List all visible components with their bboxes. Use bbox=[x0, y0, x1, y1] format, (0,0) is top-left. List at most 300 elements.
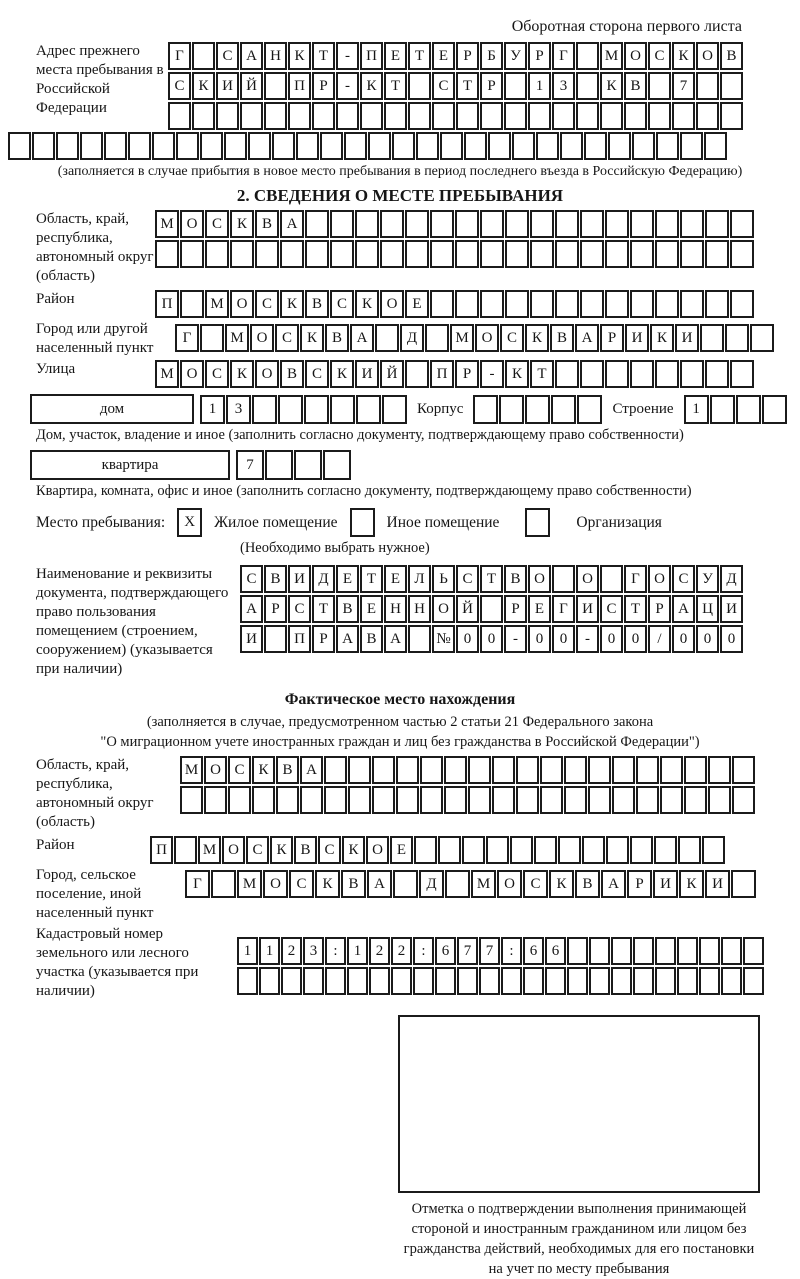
char-cell[interactable] bbox=[655, 360, 679, 388]
char-cell[interactable]: О bbox=[250, 324, 274, 352]
region-row-1[interactable] bbox=[155, 210, 754, 238]
char-cell[interactable] bbox=[348, 756, 371, 784]
char-cell[interactable] bbox=[382, 395, 407, 424]
document-row-3[interactable] bbox=[240, 625, 743, 653]
char-cell[interactable] bbox=[425, 324, 449, 352]
char-cell[interactable] bbox=[344, 132, 367, 160]
char-cell[interactable]: Д bbox=[720, 565, 743, 593]
char-cell[interactable]: Й bbox=[380, 360, 404, 388]
apartment-field-box[interactable]: квартира bbox=[30, 450, 230, 480]
document-row-1[interactable] bbox=[240, 565, 743, 593]
char-cell[interactable] bbox=[473, 395, 498, 424]
char-cell[interactable] bbox=[505, 290, 529, 318]
char-cell[interactable] bbox=[480, 210, 504, 238]
char-cell[interactable]: В bbox=[255, 210, 279, 238]
char-cell[interactable] bbox=[736, 395, 761, 424]
char-cell[interactable] bbox=[480, 102, 503, 130]
char-cell[interactable] bbox=[605, 290, 629, 318]
char-cell[interactable]: К bbox=[600, 72, 623, 100]
char-cell[interactable]: : bbox=[413, 937, 434, 965]
char-cell[interactable] bbox=[265, 450, 293, 480]
char-cell[interactable] bbox=[430, 210, 454, 238]
char-cell[interactable]: О bbox=[624, 42, 647, 70]
char-cell[interactable] bbox=[312, 102, 335, 130]
char-cell[interactable] bbox=[408, 72, 431, 100]
char-cell[interactable]: О bbox=[576, 565, 599, 593]
char-cell[interactable]: 7 bbox=[457, 937, 478, 965]
char-cell[interactable] bbox=[455, 210, 479, 238]
char-cell[interactable]: А bbox=[240, 595, 263, 623]
char-cell[interactable] bbox=[420, 756, 443, 784]
char-cell[interactable] bbox=[530, 240, 554, 268]
char-cell[interactable]: Н bbox=[408, 595, 431, 623]
char-cell[interactable]: - bbox=[576, 625, 599, 653]
char-cell[interactable]: С bbox=[240, 565, 263, 593]
char-cell[interactable] bbox=[762, 395, 787, 424]
char-cell[interactable] bbox=[281, 967, 302, 995]
char-cell[interactable] bbox=[8, 132, 31, 160]
char-cell[interactable] bbox=[560, 132, 583, 160]
char-cell[interactable] bbox=[730, 290, 754, 318]
char-cell[interactable]: М bbox=[155, 210, 179, 238]
char-cell[interactable] bbox=[505, 240, 529, 268]
char-cell[interactable]: 3 bbox=[552, 72, 575, 100]
char-cell[interactable] bbox=[408, 625, 431, 653]
char-cell[interactable] bbox=[720, 72, 743, 100]
char-cell[interactable] bbox=[414, 836, 437, 864]
char-cell[interactable]: П bbox=[155, 290, 179, 318]
char-cell[interactable]: Р bbox=[264, 595, 287, 623]
char-cell[interactable] bbox=[558, 836, 581, 864]
char-cell[interactable] bbox=[630, 360, 654, 388]
char-cell[interactable]: Е bbox=[384, 42, 407, 70]
char-cell[interactable]: - bbox=[336, 72, 359, 100]
char-cell[interactable] bbox=[567, 937, 588, 965]
char-cell[interactable] bbox=[300, 786, 323, 814]
stay-type-checkbox-residential[interactable]: X bbox=[177, 508, 202, 537]
char-cell[interactable] bbox=[584, 132, 607, 160]
char-cell[interactable] bbox=[168, 102, 191, 130]
char-cell[interactable] bbox=[696, 72, 719, 100]
char-cell[interactable]: Г bbox=[185, 870, 210, 898]
char-cell[interactable] bbox=[323, 450, 351, 480]
char-cell[interactable] bbox=[743, 967, 764, 995]
char-cell[interactable] bbox=[445, 870, 470, 898]
char-cell[interactable]: В bbox=[276, 756, 299, 784]
char-cell[interactable]: В bbox=[624, 72, 647, 100]
char-cell[interactable]: К bbox=[252, 756, 275, 784]
char-cell[interactable]: 7 bbox=[479, 937, 500, 965]
char-cell[interactable] bbox=[624, 102, 647, 130]
char-cell[interactable] bbox=[530, 210, 554, 238]
char-cell[interactable] bbox=[730, 210, 754, 238]
char-cell[interactable] bbox=[699, 967, 720, 995]
char-cell[interactable] bbox=[588, 756, 611, 784]
char-cell[interactable] bbox=[325, 967, 346, 995]
char-cell[interactable] bbox=[324, 756, 347, 784]
char-cell[interactable]: 2 bbox=[369, 937, 390, 965]
char-cell[interactable] bbox=[435, 967, 456, 995]
char-cell[interactable]: И bbox=[720, 595, 743, 623]
char-cell[interactable] bbox=[505, 210, 529, 238]
char-cell[interactable] bbox=[525, 395, 550, 424]
char-cell[interactable] bbox=[636, 786, 659, 814]
char-cell[interactable]: В bbox=[264, 565, 287, 593]
char-cell[interactable] bbox=[248, 132, 271, 160]
char-cell[interactable] bbox=[725, 324, 749, 352]
char-cell[interactable]: / bbox=[648, 625, 671, 653]
char-cell[interactable] bbox=[200, 324, 224, 352]
char-cell[interactable] bbox=[320, 132, 343, 160]
char-cell[interactable] bbox=[104, 132, 127, 160]
char-cell[interactable] bbox=[555, 240, 579, 268]
char-cell[interactable] bbox=[660, 786, 683, 814]
char-cell[interactable] bbox=[577, 395, 602, 424]
previous-address-row-3[interactable] bbox=[168, 102, 743, 130]
char-cell[interactable]: Е bbox=[360, 595, 383, 623]
char-cell[interactable]: С bbox=[205, 360, 229, 388]
char-cell[interactable] bbox=[612, 786, 635, 814]
char-cell[interactable]: Е bbox=[528, 595, 551, 623]
char-cell[interactable] bbox=[580, 210, 604, 238]
char-cell[interactable]: Р bbox=[627, 870, 652, 898]
char-cell[interactable]: В bbox=[360, 625, 383, 653]
char-cell[interactable] bbox=[408, 102, 431, 130]
char-cell[interactable]: Т bbox=[624, 595, 647, 623]
char-cell[interactable]: Л bbox=[408, 565, 431, 593]
char-cell[interactable] bbox=[721, 967, 742, 995]
char-cell[interactable]: С bbox=[672, 565, 695, 593]
char-cell[interactable]: 1 bbox=[237, 937, 258, 965]
char-cell[interactable]: Т bbox=[312, 42, 335, 70]
street-row[interactable] bbox=[155, 360, 754, 388]
char-cell[interactable] bbox=[355, 240, 379, 268]
char-cell[interactable]: К bbox=[342, 836, 365, 864]
char-cell[interactable] bbox=[504, 72, 527, 100]
char-cell[interactable] bbox=[192, 42, 215, 70]
char-cell[interactable]: Р bbox=[600, 324, 624, 352]
char-cell[interactable] bbox=[540, 786, 563, 814]
char-cell[interactable]: Ь bbox=[432, 565, 455, 593]
cadastral-row-2[interactable] bbox=[237, 967, 764, 995]
char-cell[interactable] bbox=[56, 132, 79, 160]
char-cell[interactable]: А bbox=[575, 324, 599, 352]
char-cell[interactable] bbox=[704, 132, 727, 160]
char-cell[interactable]: В bbox=[280, 360, 304, 388]
char-cell[interactable] bbox=[380, 210, 404, 238]
char-cell[interactable]: М bbox=[450, 324, 474, 352]
char-cell[interactable]: И bbox=[355, 360, 379, 388]
char-cell[interactable] bbox=[730, 360, 754, 388]
char-cell[interactable]: Т bbox=[408, 42, 431, 70]
char-cell[interactable]: М bbox=[237, 870, 262, 898]
char-cell[interactable] bbox=[708, 756, 731, 784]
char-cell[interactable] bbox=[396, 786, 419, 814]
char-cell[interactable] bbox=[80, 132, 103, 160]
char-cell[interactable] bbox=[600, 102, 623, 130]
char-cell[interactable] bbox=[324, 786, 347, 814]
char-cell[interactable]: А bbox=[672, 595, 695, 623]
stay-type-checkbox-other[interactable] bbox=[350, 508, 375, 537]
char-cell[interactable] bbox=[264, 102, 287, 130]
char-cell[interactable] bbox=[372, 756, 395, 784]
char-cell[interactable] bbox=[180, 290, 204, 318]
char-cell[interactable] bbox=[455, 290, 479, 318]
char-cell[interactable] bbox=[632, 132, 655, 160]
char-cell[interactable]: К bbox=[672, 42, 695, 70]
char-cell[interactable]: К bbox=[230, 210, 254, 238]
char-cell[interactable]: М bbox=[198, 836, 221, 864]
char-cell[interactable] bbox=[528, 102, 551, 130]
char-cell[interactable] bbox=[492, 756, 515, 784]
char-cell[interactable]: С bbox=[305, 360, 329, 388]
char-cell[interactable] bbox=[564, 786, 587, 814]
char-cell[interactable] bbox=[368, 132, 391, 160]
char-cell[interactable]: О bbox=[497, 870, 522, 898]
char-cell[interactable] bbox=[656, 132, 679, 160]
char-cell[interactable] bbox=[488, 132, 511, 160]
char-cell[interactable] bbox=[580, 240, 604, 268]
char-cell[interactable] bbox=[516, 756, 539, 784]
char-cell[interactable]: 1 bbox=[200, 395, 225, 424]
char-cell[interactable]: С bbox=[275, 324, 299, 352]
apartment-number-cells[interactable] bbox=[236, 450, 351, 480]
char-cell[interactable]: Р bbox=[480, 72, 503, 100]
char-cell[interactable] bbox=[589, 937, 610, 965]
char-cell[interactable]: Й bbox=[456, 595, 479, 623]
char-cell[interactable]: А bbox=[367, 870, 392, 898]
char-cell[interactable] bbox=[180, 240, 204, 268]
char-cell[interactable] bbox=[468, 756, 491, 784]
char-cell[interactable] bbox=[174, 836, 197, 864]
char-cell[interactable]: А bbox=[384, 625, 407, 653]
char-cell[interactable]: К bbox=[280, 290, 304, 318]
char-cell[interactable]: М bbox=[225, 324, 249, 352]
house-number-cells[interactable] bbox=[200, 395, 407, 424]
char-cell[interactable]: А bbox=[280, 210, 304, 238]
char-cell[interactable]: О bbox=[432, 595, 455, 623]
house-field-box[interactable]: дом bbox=[30, 394, 194, 424]
char-cell[interactable] bbox=[278, 395, 303, 424]
char-cell[interactable] bbox=[272, 132, 295, 160]
char-cell[interactable] bbox=[456, 102, 479, 130]
char-cell[interactable]: И bbox=[576, 595, 599, 623]
char-cell[interactable]: И bbox=[653, 870, 678, 898]
char-cell[interactable] bbox=[630, 836, 653, 864]
char-cell[interactable]: К bbox=[230, 360, 254, 388]
char-cell[interactable]: 0 bbox=[720, 625, 743, 653]
char-cell[interactable] bbox=[680, 360, 704, 388]
char-cell[interactable]: К bbox=[330, 360, 354, 388]
char-cell[interactable] bbox=[555, 290, 579, 318]
char-cell[interactable]: Т bbox=[360, 565, 383, 593]
char-cell[interactable]: Д bbox=[400, 324, 424, 352]
char-cell[interactable] bbox=[444, 786, 467, 814]
char-cell[interactable] bbox=[468, 786, 491, 814]
char-cell[interactable] bbox=[501, 967, 522, 995]
char-cell[interactable] bbox=[564, 756, 587, 784]
char-cell[interactable]: Г bbox=[624, 565, 647, 593]
char-cell[interactable]: К bbox=[355, 290, 379, 318]
char-cell[interactable]: Е bbox=[384, 565, 407, 593]
char-cell[interactable] bbox=[305, 210, 329, 238]
previous-address-row-4[interactable] bbox=[8, 132, 800, 160]
stay-type-checkbox-organization[interactable] bbox=[525, 508, 550, 537]
char-cell[interactable] bbox=[492, 786, 515, 814]
char-cell[interactable] bbox=[600, 565, 623, 593]
char-cell[interactable]: К bbox=[650, 324, 674, 352]
char-cell[interactable]: К bbox=[315, 870, 340, 898]
char-cell[interactable]: Р bbox=[312, 72, 335, 100]
char-cell[interactable] bbox=[576, 72, 599, 100]
char-cell[interactable]: К bbox=[679, 870, 704, 898]
char-cell[interactable]: Д bbox=[419, 870, 444, 898]
char-cell[interactable]: 1 bbox=[347, 937, 368, 965]
char-cell[interactable]: Р bbox=[312, 625, 335, 653]
char-cell[interactable] bbox=[369, 967, 390, 995]
actual-city-row[interactable] bbox=[185, 870, 756, 898]
char-cell[interactable] bbox=[700, 324, 724, 352]
char-cell[interactable] bbox=[479, 967, 500, 995]
char-cell[interactable]: С bbox=[330, 290, 354, 318]
char-cell[interactable] bbox=[486, 836, 509, 864]
stroenie-cells[interactable] bbox=[684, 395, 787, 424]
char-cell[interactable] bbox=[416, 132, 439, 160]
char-cell[interactable] bbox=[612, 756, 635, 784]
char-cell[interactable]: С bbox=[205, 210, 229, 238]
char-cell[interactable]: О bbox=[263, 870, 288, 898]
char-cell[interactable] bbox=[288, 102, 311, 130]
char-cell[interactable]: Т bbox=[456, 72, 479, 100]
char-cell[interactable]: В bbox=[575, 870, 600, 898]
char-cell[interactable] bbox=[440, 132, 463, 160]
char-cell[interactable] bbox=[608, 132, 631, 160]
char-cell[interactable]: С bbox=[288, 595, 311, 623]
actual-region-row-1[interactable] bbox=[180, 756, 755, 784]
char-cell[interactable]: Т bbox=[530, 360, 554, 388]
char-cell[interactable] bbox=[680, 210, 704, 238]
previous-address-row-1[interactable] bbox=[168, 42, 743, 70]
char-cell[interactable] bbox=[264, 72, 287, 100]
char-cell[interactable] bbox=[605, 240, 629, 268]
char-cell[interactable] bbox=[630, 210, 654, 238]
char-cell[interactable] bbox=[180, 786, 203, 814]
char-cell[interactable]: 2 bbox=[281, 937, 302, 965]
char-cell[interactable] bbox=[230, 240, 254, 268]
char-cell[interactable]: П bbox=[150, 836, 173, 864]
document-row-2[interactable] bbox=[240, 595, 743, 623]
char-cell[interactable] bbox=[655, 290, 679, 318]
char-cell[interactable]: И bbox=[705, 870, 730, 898]
char-cell[interactable]: И bbox=[240, 625, 263, 653]
char-cell[interactable] bbox=[648, 72, 671, 100]
char-cell[interactable]: Е bbox=[405, 290, 429, 318]
char-cell[interactable]: В bbox=[336, 595, 359, 623]
char-cell[interactable]: О bbox=[222, 836, 245, 864]
char-cell[interactable]: : bbox=[501, 937, 522, 965]
char-cell[interactable] bbox=[743, 937, 764, 965]
char-cell[interactable]: С bbox=[648, 42, 671, 70]
char-cell[interactable] bbox=[252, 786, 275, 814]
char-cell[interactable]: 7 bbox=[236, 450, 264, 480]
char-cell[interactable]: К bbox=[270, 836, 293, 864]
char-cell[interactable] bbox=[730, 240, 754, 268]
char-cell[interactable] bbox=[128, 132, 151, 160]
char-cell[interactable] bbox=[534, 836, 557, 864]
char-cell[interactable]: У bbox=[504, 42, 527, 70]
char-cell[interactable] bbox=[680, 290, 704, 318]
char-cell[interactable]: 0 bbox=[624, 625, 647, 653]
char-cell[interactable] bbox=[576, 42, 599, 70]
char-cell[interactable] bbox=[252, 395, 277, 424]
char-cell[interactable]: В bbox=[720, 42, 743, 70]
char-cell[interactable] bbox=[555, 360, 579, 388]
char-cell[interactable]: К bbox=[525, 324, 549, 352]
char-cell[interactable] bbox=[499, 395, 524, 424]
char-cell[interactable] bbox=[192, 102, 215, 130]
char-cell[interactable] bbox=[684, 786, 707, 814]
char-cell[interactable]: Р bbox=[528, 42, 551, 70]
char-cell[interactable]: Т bbox=[480, 565, 503, 593]
char-cell[interactable] bbox=[705, 210, 729, 238]
char-cell[interactable] bbox=[336, 102, 359, 130]
char-cell[interactable]: 0 bbox=[600, 625, 623, 653]
char-cell[interactable] bbox=[32, 132, 55, 160]
char-cell[interactable] bbox=[678, 836, 701, 864]
char-cell[interactable]: К bbox=[300, 324, 324, 352]
char-cell[interactable] bbox=[512, 132, 535, 160]
char-cell[interactable] bbox=[224, 132, 247, 160]
char-cell[interactable] bbox=[200, 132, 223, 160]
previous-address-row-2[interactable] bbox=[168, 72, 743, 100]
char-cell[interactable] bbox=[677, 937, 698, 965]
char-cell[interactable]: К bbox=[360, 72, 383, 100]
char-cell[interactable] bbox=[582, 836, 605, 864]
char-cell[interactable]: Г bbox=[168, 42, 191, 70]
char-cell[interactable] bbox=[405, 360, 429, 388]
char-cell[interactable]: М bbox=[180, 756, 203, 784]
char-cell[interactable] bbox=[228, 786, 251, 814]
char-cell[interactable]: О bbox=[696, 42, 719, 70]
char-cell[interactable] bbox=[457, 967, 478, 995]
char-cell[interactable] bbox=[655, 937, 676, 965]
char-cell[interactable] bbox=[633, 937, 654, 965]
char-cell[interactable] bbox=[455, 240, 479, 268]
char-cell[interactable] bbox=[303, 967, 324, 995]
korpus-cells[interactable] bbox=[473, 395, 602, 424]
char-cell[interactable] bbox=[355, 210, 379, 238]
char-cell[interactable] bbox=[305, 240, 329, 268]
char-cell[interactable] bbox=[405, 240, 429, 268]
char-cell[interactable] bbox=[552, 565, 575, 593]
char-cell[interactable] bbox=[304, 395, 329, 424]
char-cell[interactable] bbox=[464, 132, 487, 160]
char-cell[interactable] bbox=[240, 102, 263, 130]
char-cell[interactable] bbox=[555, 210, 579, 238]
char-cell[interactable] bbox=[705, 290, 729, 318]
char-cell[interactable]: И bbox=[675, 324, 699, 352]
char-cell[interactable] bbox=[588, 786, 611, 814]
char-cell[interactable] bbox=[259, 967, 280, 995]
char-cell[interactable]: С bbox=[255, 290, 279, 318]
char-cell[interactable]: В bbox=[341, 870, 366, 898]
char-cell[interactable]: М bbox=[205, 290, 229, 318]
char-cell[interactable] bbox=[567, 967, 588, 995]
char-cell[interactable] bbox=[391, 967, 412, 995]
char-cell[interactable]: О bbox=[475, 324, 499, 352]
char-cell[interactable]: О bbox=[380, 290, 404, 318]
char-cell[interactable] bbox=[280, 240, 304, 268]
